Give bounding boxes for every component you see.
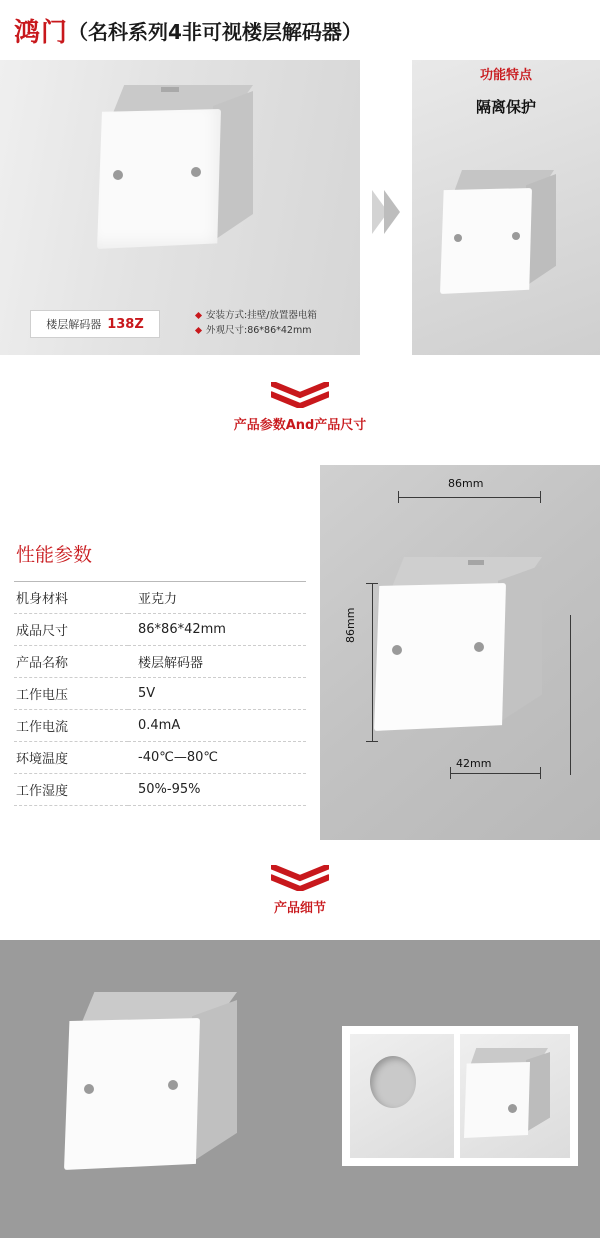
device2-hole-right — [512, 232, 520, 240]
device-hole-left — [113, 170, 123, 180]
divider-section-1 — [0, 382, 600, 433]
detail-device-hole-left — [84, 1084, 94, 1094]
detail-left-panel — [0, 940, 330, 1250]
dimension-panel — [320, 465, 600, 840]
dim-tick-width-left — [398, 491, 399, 503]
param-value: 亚克力 — [128, 582, 306, 614]
feature-title: 功能特点 — [479, 68, 532, 83]
detail-device-front-face — [64, 1018, 200, 1170]
dim-tick-width-right — [540, 491, 541, 503]
params-heading: 性能参数 — [16, 544, 93, 566]
product-image-secondary — [440, 170, 570, 310]
param-key: 成品尺寸 — [14, 614, 128, 646]
model-chip-label: 楼层解码器 — [46, 318, 102, 331]
table-row — [14, 678, 306, 710]
hero-spec-list — [196, 308, 317, 338]
transition-arrow-2 — [384, 190, 400, 234]
brand-name: 鸿门 — [14, 17, 69, 48]
model-chip-value: 138Z — [107, 316, 144, 332]
device-hole-right — [191, 167, 201, 177]
param-key: 产品名称 — [14, 646, 128, 678]
spec-item-0 — [196, 308, 317, 323]
closeup-device-face — [464, 1062, 530, 1138]
param-value: 0.4mA — [128, 710, 306, 742]
dim-device-hole-left — [392, 645, 402, 655]
spec-text-1: 外观尺寸:86*86*42mm — [206, 325, 312, 336]
dim-line-depth-vertical — [570, 615, 571, 775]
table-row — [14, 614, 306, 646]
product-image-main — [95, 85, 275, 275]
dim-device-hole-right — [474, 642, 484, 652]
detail-section — [0, 940, 600, 1250]
diamond-bullet-icon — [195, 312, 202, 319]
table-row — [14, 710, 306, 742]
detail-device-hole-right — [168, 1080, 178, 1090]
param-value: 5V — [128, 678, 306, 710]
feature-box — [412, 60, 600, 117]
device2-hole-left — [454, 234, 462, 242]
table-row — [14, 774, 306, 806]
detail-closeup-card — [342, 1026, 578, 1166]
dim-label-height: 86mm — [344, 607, 357, 643]
dim-tick-depth-right — [540, 767, 541, 779]
dim-line-width — [398, 497, 540, 498]
dim-label-depth: 42mm — [456, 757, 492, 770]
closeup-device-hole — [508, 1104, 517, 1113]
device-notch — [161, 87, 179, 92]
spec-text-0: 安装方式:挂壁/放置器电箱 — [206, 310, 317, 321]
param-key: 环境温度 — [14, 742, 128, 774]
param-value: -40℃—80℃ — [128, 742, 306, 774]
model-chip — [30, 310, 160, 338]
bottom-strip — [0, 1238, 600, 1250]
dim-tick-depth-left — [450, 767, 451, 779]
detail-product-image — [62, 992, 262, 1197]
param-key: 机身材料 — [14, 582, 128, 614]
params-section — [14, 540, 306, 806]
param-value: 楼层解码器 — [128, 646, 306, 678]
device2-front-face — [440, 188, 532, 294]
param-key: 工作湿度 — [14, 774, 128, 806]
param-value: 86*86*42mm — [128, 614, 306, 646]
table-row — [14, 582, 306, 614]
detail-closeup-left — [350, 1034, 454, 1158]
divider-section-2 — [0, 865, 600, 916]
divider-label-1: 产品参数And产品尺寸 — [233, 418, 367, 433]
diamond-bullet-icon — [195, 327, 202, 334]
dim-tick-height-bottom — [366, 741, 378, 742]
dim-device-front-face — [374, 583, 506, 731]
dim-device-notch — [468, 560, 484, 565]
param-key: 工作电压 — [14, 678, 128, 710]
detail-closeup-right — [460, 1034, 570, 1158]
spec-item-1 — [196, 323, 317, 338]
chevron-down-icon — [271, 865, 329, 891]
chevron-down-icon — [271, 382, 329, 408]
dimension-product-image — [372, 557, 562, 757]
param-value: 50%-95% — [128, 774, 306, 806]
divider-label-2: 产品细节 — [273, 901, 326, 916]
page-header — [0, 0, 600, 60]
page-title: （名科系列4非可视楼层解码器） — [68, 19, 362, 44]
feature-subtitle: 隔离保护 — [475, 98, 536, 116]
dim-line-height — [372, 583, 373, 741]
table-row — [14, 742, 306, 774]
closeup-aperture-icon — [370, 1056, 416, 1108]
dim-line-depth — [450, 773, 540, 774]
dim-tick-height-top — [366, 583, 378, 584]
table-row — [14, 646, 306, 678]
params-table — [14, 581, 306, 806]
param-key: 工作电流 — [14, 710, 128, 742]
dim-label-width: 86mm — [448, 477, 484, 490]
